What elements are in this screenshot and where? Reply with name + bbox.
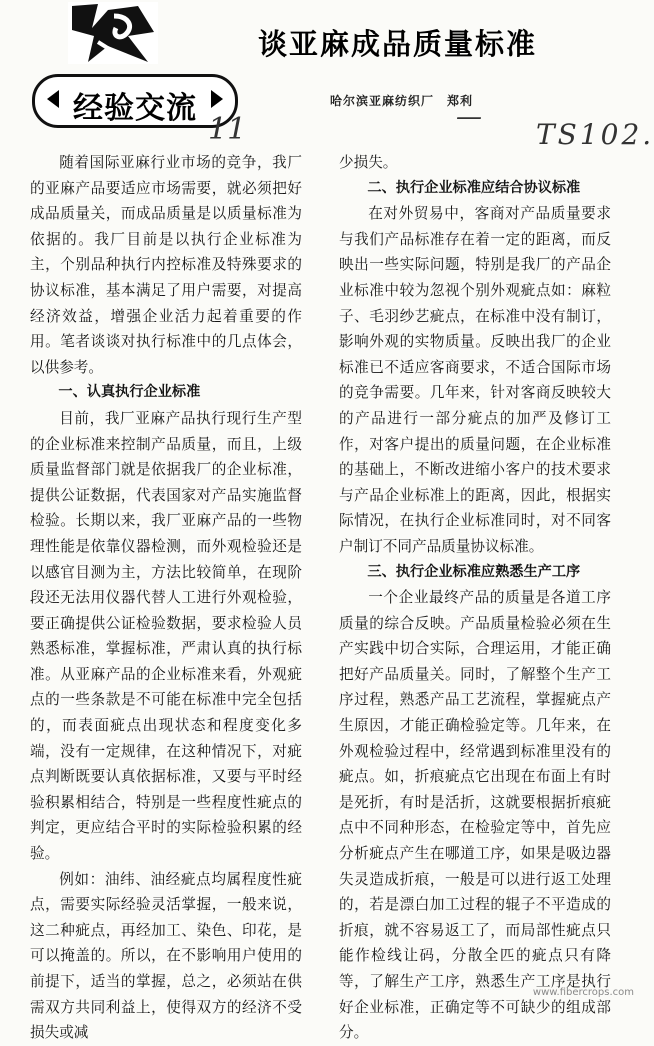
section-heading-2: 二、执行企业标准应结合协议标准: [367, 179, 581, 196]
paragraph-continuation: 少损失。: [339, 154, 398, 171]
article-title: 谈亚麻成品质量标准: [258, 27, 538, 61]
handwritten-classification-code: TS102.: [536, 118, 654, 151]
section-heading-3: 三、执行企业标准应熟悉生产工序: [367, 563, 581, 580]
paragraph: 一个企业最终产品的质量是各道工序质量的综合反映。产品质量检验必须在生产实践中切合实际，合理运用，才能正确把好产品质量关。同时，了解整个生产工序过程，熟悉产品工艺流程，掌握疵点产生原因，才能正确检验定等。几年来，在外观检验过程中，经常遇到标准里没有的疵点。如，折痕疵点它出现在布面上有时是死折，有时是活折，这就要根据折痕疵点中不同种形态，在检验定等中，首先应分析疵点产生在哪道工序，如果是吸边器失灵造成折痕，一般是可以进行返工处理的，若是漂白加工过程的辊子不平造成的折痕，就不容易返工了，而局部性疵点只能作检线让码，分散全匹的疵点只有降等，了解生产工序，熟悉生产工序是执行好企业标准，正确定等不可缺少的组成部分。: [339, 589, 611, 1042]
column-logo: [10, 2, 215, 126]
section-label: 经验交流: [73, 91, 197, 126]
arrow-right-icon: [211, 90, 223, 108]
paragraph: 目前，我厂亚麻产品执行现行生产型的企业标准来控制产品质量，而且，上级质量监督部门就是依据我厂的企业标准，提供公证数据，代表国家对产品实施监督检验。长期以来，我厂亚麻产品的一些物理性能是依靠仪器检测，而外观检验还是以感官目测为主，方法比较简单，在现阶段还无法用仪器代替人工进行外观检验，要正确提供公证检验数据，要求检验人员熟悉标准，掌握标准，严肃认真的执行标准。从亚麻产品的企业标准来看，外观疵点的一些条款是不可能在标准中完全包括的，而表面疵点出现状态和程度变化多端，没有一定规律，在这种情况下，对疵点判断既要认真依据标准，又要与平时经验积累相结合，特别是一些程度性疵点的判定，更应结合平时的实际检验积累的经验。: [30, 409, 302, 863]
left-column: [30, 150, 302, 1042]
handwritten-page-number: 11: [208, 112, 247, 147]
watermark: www.fibercrops.com: [532, 987, 634, 998]
article-byline: 哈尔滨亚麻纺织厂 郑利: [330, 94, 474, 108]
handwritten-dash: —: [456, 102, 482, 132]
emblem-graphic: [68, 2, 158, 64]
paragraph-intro: 随着国际亚麻行业市场的竞争，我厂的亚麻产品要适应市场需要，就必须把好成品质量关，而成品质量是以质量标准为依据的。我厂目前是以执行企业标准为主，个别品种执行内控标准及特殊要求的协议标准，基本满足了用户需要，对提高经济效益，增强企业活力起着重要的作用。笔者谈谈对执行标准中的几点体会，以供参考。: [30, 154, 302, 376]
section-heading-1: 一、认真执行企业标准: [58, 384, 201, 401]
paragraph: 例如：油纬、油经疵点均属程度性疵点，需要实际经验灵活掌握，一般来说，这二种疵点，再经加工、染色、印花，是可以掩盖的。所以，在不影响用户使用的前提下，适当的掌握，总之，必须站在供需双方共同利益上，使得双方的经济不受损失或减: [30, 870, 302, 1042]
paragraph: 在对外贸易中，客商对产品质量要求与我们产品标准存在着一定的距离，而反映出一些实际问题，特别是我厂的产品企业标准中较为忽视个别外观疵点如：麻粒子、毛羽纱艺疵点，在标准中没有制订，影响外观的实物质量。反映出我厂的企业标准已不适应客商要求，不适合国际市场的竞争需要。几年来，针对客商反映较大的产品进行一部分疵点的加严及修订工作，对客户提出的质量问题，在企业标准的基础上，不断改进缩小客户的技术要求与产品企业标准上的距离，因此，根据实际情况，在执行企业标准同时，对不同客户制订不同产品质量协议标准。: [339, 205, 611, 555]
